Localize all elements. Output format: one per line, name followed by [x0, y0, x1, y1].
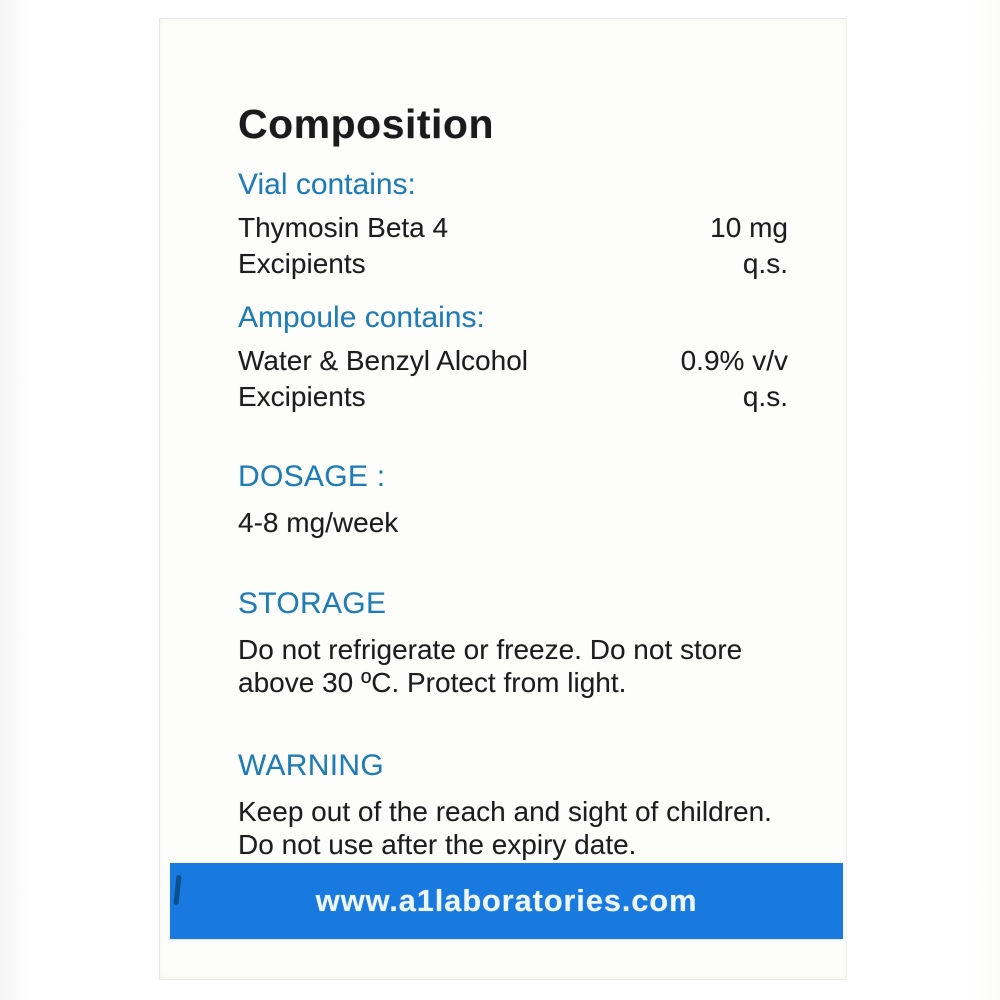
ingredient-row [238, 379, 788, 415]
ingredient-amount: q.s. [742, 380, 788, 412]
ingredient-name: Thymosin Beta 4 [238, 212, 449, 243]
ingredient-name: Excipients [238, 247, 366, 279]
website-url: www.a1laboratories.com [315, 883, 698, 918]
dosage-heading: DOSAGE : [238, 460, 386, 494]
storage-heading: STORAGE [238, 587, 387, 621]
ampoule-contains-heading: Ampoule contains: [238, 301, 485, 335]
ingredient-amount: q.s. [742, 247, 788, 279]
dosage-text: 4-8 mg/week [238, 507, 399, 539]
ingredient-row [238, 246, 788, 282]
warning-text: Keep out of the reach and sight of children. Do not use after the expiry date. [238, 796, 772, 861]
warning-heading: WARNING [238, 749, 384, 783]
print-artifact-mark [173, 875, 181, 905]
ingredient-amount: 0.9% v/v [680, 345, 788, 377]
ingredient-name: Excipients [238, 380, 366, 412]
storage-text: Do not refrigerate or freeze. Do not store above 30 ºC. Protect from light. [238, 634, 743, 699]
ingredient-name: Water & Benzyl Alcohol [238, 345, 528, 377]
website-banner [170, 863, 843, 939]
ingredient-amount: 10 mg [710, 212, 788, 243]
label-card [159, 18, 847, 980]
vial-contains-heading: Vial contains: [238, 168, 416, 201]
label-content [160, 19, 846, 861]
ingredient-row [238, 343, 788, 379]
composition-title: Composition [238, 101, 495, 147]
ingredient-row [238, 210, 788, 246]
